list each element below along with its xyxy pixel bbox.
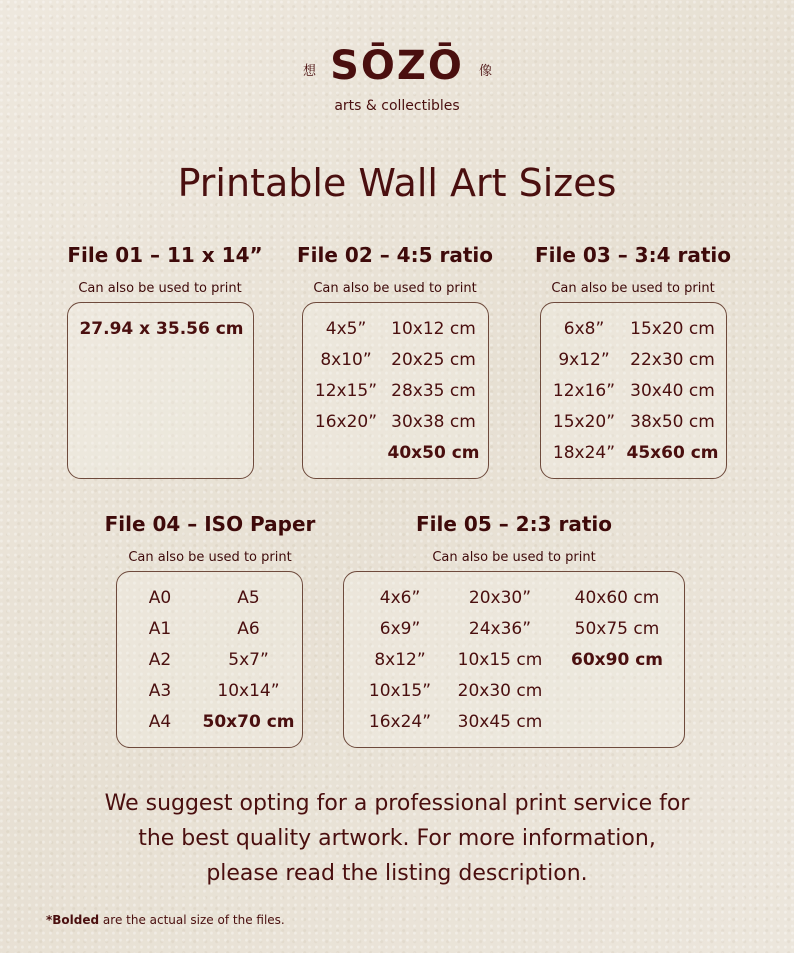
- file-05-size: 24x36”: [468, 619, 532, 639]
- file-04-size: A6: [237, 619, 260, 639]
- file-05-size: 10x15”: [368, 681, 432, 701]
- file-05-size: 40x60 cm: [574, 588, 660, 608]
- file-04-size: 5x7”: [228, 650, 269, 670]
- file-02-title: File 02 – 4:5 ratio: [297, 243, 493, 267]
- file-04-size-actual: 50x70 cm: [202, 712, 295, 732]
- file-05-size-actual: 60x90 cm: [571, 650, 663, 670]
- file-03-size: 12x16”: [552, 381, 616, 401]
- file-05-size: 20x30”: [468, 588, 532, 608]
- file-03-size: 6x8”: [563, 319, 605, 339]
- file-05-size-box: [343, 571, 685, 748]
- file-02-subtitle: Can also be used to print: [313, 281, 477, 296]
- file-05-size: 10x15 cm: [457, 650, 543, 670]
- file-04-size: A5: [237, 588, 260, 608]
- file-04-subtitle: Can also be used to print: [128, 550, 292, 565]
- file-05-subtitle: Can also be used to print: [432, 550, 596, 565]
- file-02-size-actual: 40x50 cm: [387, 443, 480, 463]
- file-02-size: 10x12 cm: [391, 319, 476, 339]
- file-02-size-box: [302, 302, 489, 479]
- file-05-title: File 05 – 2:3 ratio: [416, 512, 612, 536]
- file-05-size: 6x9”: [379, 619, 421, 639]
- brand-kanji-right: 像: [479, 64, 493, 79]
- footnote: [46, 913, 285, 927]
- file-02-size: 4x5”: [325, 319, 367, 339]
- file-03-size-box: [540, 302, 727, 479]
- file-03-subtitle: Can also be used to print: [551, 281, 715, 296]
- brand-tagline: arts & collectibles: [334, 98, 460, 114]
- suggestion-text: [40, 786, 754, 891]
- file-04-size: A2: [148, 650, 172, 670]
- file-02-size: 20x25 cm: [391, 350, 476, 370]
- file-01-subtitle: Can also be used to print: [78, 281, 242, 296]
- file-04-size: A3: [148, 681, 172, 701]
- file-02-size: 12x15”: [314, 381, 378, 401]
- file-03-size: 30x40 cm: [630, 381, 715, 401]
- suggestion-line-1: We suggest opting for a professional print service for: [104, 791, 690, 816]
- file-04-size: A1: [148, 619, 172, 639]
- file-03-size: 22x30 cm: [630, 350, 715, 370]
- file-03-size: 9x12”: [558, 350, 610, 370]
- suggestion-line-2: the best quality artwork. For more information,: [138, 826, 656, 851]
- footnote-rest: are the actual size of the files.: [99, 913, 285, 927]
- brand-name: SŌZŌ: [330, 43, 464, 89]
- file-02-size: 28x35 cm: [391, 381, 476, 401]
- file-04-title: File 04 – ISO Paper: [104, 512, 316, 536]
- file-03-size: 15x20”: [552, 412, 616, 432]
- file-04-size-box: [116, 571, 303, 748]
- page-title: Printable Wall Art Sizes: [177, 161, 617, 205]
- suggestion-line-3: please read the listing description.: [206, 861, 588, 886]
- file-05-size: 16x24”: [368, 712, 432, 732]
- file-04-size: 10x14”: [217, 681, 280, 701]
- file-05-size: 30x45 cm: [457, 712, 543, 732]
- file-03-size: 18x24”: [552, 443, 616, 463]
- file-05-size: 20x30 cm: [457, 681, 543, 701]
- file-03-size-actual: 45x60 cm: [626, 443, 719, 463]
- file-05-size: 4x6”: [379, 588, 421, 608]
- file-03-title: File 03 – 3:4 ratio: [535, 243, 731, 267]
- footnote-bold: *Bolded: [46, 913, 100, 927]
- file-01-title: File 01 – 11 x 14”: [67, 243, 263, 267]
- file-04-size: A4: [148, 712, 172, 732]
- file-01-size-box: [67, 302, 254, 479]
- brand-logo: [0, 40, 794, 92]
- file-05-size: 50x75 cm: [574, 619, 660, 639]
- brand-kanji-left: 想: [303, 64, 317, 79]
- file-04-size: A0: [148, 588, 172, 608]
- file-03-size: 15x20 cm: [630, 319, 715, 339]
- file-02-size: 16x20”: [314, 412, 378, 432]
- file-05-size: 8x12”: [374, 650, 426, 670]
- file-02-size: 8x10”: [320, 350, 372, 370]
- file-01-size: 27.94 x 35.56 cm: [79, 319, 244, 339]
- file-02-size: 30x38 cm: [391, 412, 476, 432]
- file-03-size: 38x50 cm: [630, 412, 715, 432]
